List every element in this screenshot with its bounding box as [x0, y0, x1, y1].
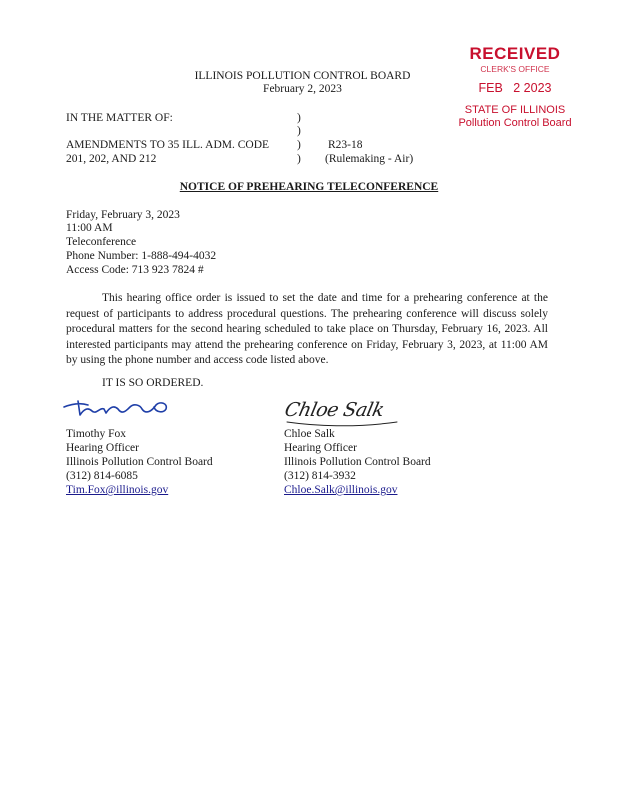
signature-timothy-fox [60, 395, 180, 423]
meeting-medium: Teleconference [66, 236, 137, 248]
signature-chloe-salk: Chloe Salk [282, 399, 386, 421]
caption-paren: ) [297, 125, 301, 137]
board-name: ILLINOIS POLLUTION CONTROL BOARD [194, 70, 411, 82]
case-type: (Rulemaking - Air) [325, 153, 414, 165]
caption-paren: ) [297, 112, 301, 124]
body-paragraph [66, 291, 548, 369]
case-number: R23-18 [328, 139, 363, 151]
signer-title: Hearing Officer [284, 442, 357, 454]
meeting-time: 11:00 AM [66, 222, 113, 234]
signer-email-link[interactable]: Chloe.Salk@illinois.gov [284, 484, 398, 496]
signer-org: Illinois Pollution Control Board [66, 456, 213, 468]
signer-phone: (312) 814-3932 [284, 470, 356, 482]
so-ordered: IT IS SO ORDERED. [102, 377, 204, 389]
amendments-line-2: 201, 202, AND 212 [66, 153, 157, 165]
caption-paren: ) [297, 153, 301, 165]
signer-title: Hearing Officer [66, 442, 139, 454]
amendments-line-1: AMENDMENTS TO 35 ILL. ADM. CODE [66, 139, 270, 151]
body-text: This hearing office order is issued to set the date and time for a prehearing conference at the request of participants to address procedural questions. The prehearing conference will discuss solely procedural matters for the second hearing scheduled to take place on Thursday, February 16, 2023. All interested participants may attend the prehearing conference on Friday, February 3, 2023, at 11:00 AM by using the phone number and access code listed above. [66, 292, 548, 366]
stamp-state: STATE OF ILLINOIS [464, 104, 566, 116]
signer-phone: (312) 814-6085 [66, 470, 138, 482]
meeting-phone: Phone Number: 1-888-494-4032 [66, 250, 217, 262]
stamp-board: Pollution Control Board [458, 117, 572, 129]
matter-label: IN THE MATTER OF: [66, 112, 173, 124]
notice-title: NOTICE OF PREHEARING TELECONFERENCE [179, 181, 439, 193]
stamp-date: FEB 2 2023 [478, 81, 552, 95]
signer-name: Timothy Fox [66, 428, 126, 440]
meeting-date: Friday, February 3, 2023 [66, 209, 180, 221]
meeting-access-code: Access Code: 713 923 7824 # [66, 264, 204, 276]
stamp-received: RECEIVED [469, 44, 561, 63]
stamp-office: CLERK'S OFFICE [480, 64, 550, 74]
header-date: February 2, 2023 [263, 83, 342, 95]
signer-name: Chloe Salk [284, 428, 335, 440]
received-stamp [448, 44, 582, 130]
caption-paren: ) [297, 139, 301, 151]
signer-email-link[interactable]: Tim.Fox@illinois.gov [66, 484, 169, 496]
signer-org: Illinois Pollution Control Board [284, 456, 431, 468]
